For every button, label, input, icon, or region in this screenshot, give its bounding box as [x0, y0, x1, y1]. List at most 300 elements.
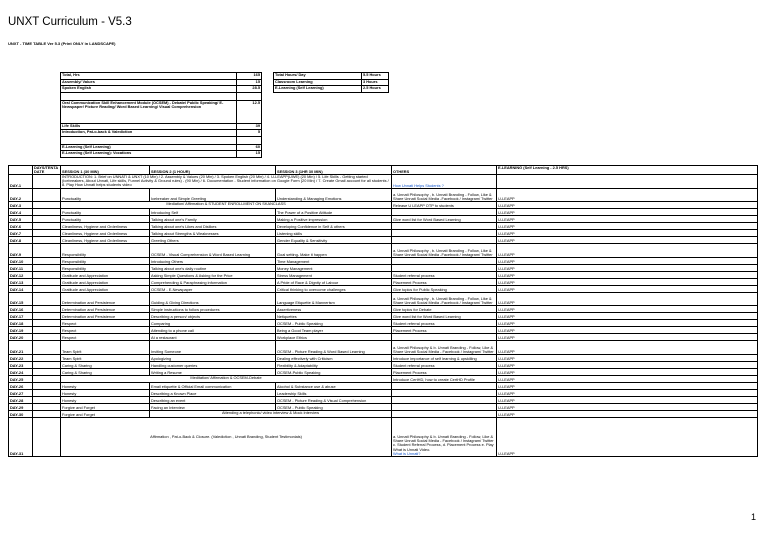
day-label: DAY-9: [9, 244, 33, 258]
session-2: Email etiquette & Official Email communication: [150, 382, 276, 389]
others-cell: [392, 292, 497, 306]
timetable-row: [9, 292, 758, 306]
session-1: Respect: [61, 327, 150, 334]
others-text: Release U LEAPP OTP to students: [393, 203, 454, 209]
session-2: Facing an Interview: [150, 403, 276, 410]
session-1: Honesty: [61, 382, 150, 389]
tentative-date: [33, 396, 61, 403]
others-cell: [392, 271, 497, 278]
others-text: Placement Process: [393, 328, 427, 334]
tentative-date: [33, 382, 61, 389]
e-learning-cell: U-LEAPP: [497, 209, 758, 216]
session-1: Caring & Sharing: [61, 368, 150, 375]
e-learning-cell: U-LEAPP: [497, 320, 758, 327]
tentative-date: [33, 403, 61, 410]
summary-row: [61, 136, 262, 144]
session-1: Forgive and Forget: [61, 410, 150, 417]
timetable-row: [9, 417, 758, 456]
day-label: DAY-2: [9, 188, 33, 202]
e-learning-cell: U-LEAPP: [497, 341, 758, 355]
session-3: Flexibility & Adaptability: [276, 361, 392, 368]
timetable-row: [9, 368, 758, 375]
day-label: DAY-25: [9, 375, 33, 382]
tentative-date: [33, 320, 61, 327]
session-2: Talking about one's daily routine: [150, 264, 276, 271]
e-learning-cell: U-LEAPP: [497, 202, 758, 209]
others-cell: [392, 264, 497, 271]
merged-session-cell: Mediation/ Affirmation & STUDENT ENROLLMENT ON SKANCLASS: [61, 202, 392, 209]
session-2: Comprehending & Paraphrasing information: [150, 278, 276, 285]
session-3: OCSEM-Public Speaking: [276, 368, 392, 375]
session-2: Attending to a phone call: [150, 327, 276, 334]
day-label: DAY-12: [9, 271, 33, 278]
daily-hours-value: 3 Hours: [362, 79, 389, 86]
tentative-date: [33, 257, 61, 264]
timetable-row: [9, 334, 758, 341]
others-cell: [392, 175, 497, 189]
session-1: Punctuality: [61, 209, 150, 216]
session-1: Gratitude and Appreciation: [61, 285, 150, 292]
e-learning-cell: U-LEAPP: [497, 237, 758, 244]
e-learning-cell: U-LEAPP: [497, 292, 758, 306]
summary-label: [61, 136, 237, 144]
timetable-row: [9, 320, 758, 327]
summary-value: 165: [237, 73, 262, 80]
timetable-row: [9, 188, 758, 202]
timetable-row: [9, 410, 758, 417]
daily-hours-label: Classroom Learning: [274, 79, 362, 86]
summary-value: [237, 92, 262, 100]
session-2: Asking Simple Questions & Asking for the Price: [150, 271, 276, 278]
session-1: Forgive and Forget: [61, 403, 150, 410]
tentative-date: [33, 354, 61, 361]
day-label: DAY-3: [9, 202, 33, 209]
summary-value: [237, 136, 262, 144]
daily-hours-label: Total Hours/ Day: [274, 73, 362, 80]
tentative-date: [33, 216, 61, 223]
others-cell: [392, 368, 497, 375]
e-learning-cell: U-LEAPP: [497, 334, 758, 341]
session-2: Inviting Someone: [150, 341, 276, 355]
day-label: DAY-1: [9, 175, 33, 189]
timetable-row: [9, 396, 758, 403]
page-number: 1: [750, 512, 756, 522]
header-others: OTHERS: [392, 166, 497, 175]
video-link[interactable]: What is Unnati?: [393, 450, 421, 456]
header-day: [9, 166, 33, 175]
timetable-row: [9, 237, 758, 244]
summary-value: 5: [237, 130, 262, 137]
day-label: DAY-15: [9, 292, 33, 306]
session-2: Simple instructions to follow procedures: [150, 306, 276, 313]
day-label: DAY-7: [9, 230, 33, 237]
session-3: Listening skills: [276, 230, 392, 237]
tentative-date: [33, 188, 61, 202]
others-cell: [392, 361, 497, 368]
daily-hours-table: [273, 72, 389, 93]
others-text: a. Unnati Philosophy & b. Unnati Branding - Follow, Like & Share Unnati Social Media - Facebook / Instagram/ Twitter c. Student Referral Process, d. Placement Process e. Play What is Unnati Video.: [393, 434, 494, 452]
timetable-row: [9, 244, 758, 258]
summary-value: 60: [237, 144, 262, 151]
session-1: Honesty: [61, 396, 150, 403]
timetable-header-row: [9, 166, 758, 175]
tentative-date: [33, 175, 61, 189]
tentative-date: [33, 361, 61, 368]
session-1: Respect: [61, 334, 150, 341]
others-cell: [392, 417, 497, 456]
session-1: Caring & Sharing: [61, 361, 150, 368]
e-learning-cell: U-LEAPP: [497, 327, 758, 334]
others-text: a. Unnati Philosophy , b. Unnati Branding - Follow, Like & Share Unnati Social Media -Facebook / Instagram/ Twitter: [393, 296, 493, 306]
day-label: DAY-19: [9, 327, 33, 334]
others-text: a. Unnati Philosophy & b. Unnati Branding - Follow, Like & Share Unnati Social Media - Facebook / Instagram/ Twitter: [393, 344, 494, 354]
tentative-date: [33, 271, 61, 278]
others-cell: [392, 396, 497, 403]
session-3: Making a Positive impression: [276, 216, 392, 223]
others-text: Give topics for Debate: [393, 307, 432, 313]
tentative-date: [33, 334, 61, 341]
session-2: Talking about Strengths & Weaknesses: [150, 230, 276, 237]
others-cell: [392, 278, 497, 285]
session-1: Punctuality: [61, 188, 150, 202]
timetable-row: [9, 403, 758, 410]
day-label: DAY-5: [9, 216, 33, 223]
tentative-date: [33, 327, 61, 334]
others-cell: [392, 202, 497, 209]
session-1: Responsibility: [61, 264, 150, 271]
timetable-row: [9, 271, 758, 278]
day-label: DAY-10: [9, 257, 33, 264]
summary-value: 39: [237, 123, 262, 130]
session-2: Greeting Others: [150, 237, 276, 244]
e-learning-cell: U-LEAPP: [497, 216, 758, 223]
day-label: DAY-24: [9, 368, 33, 375]
e-learning-cell: U-LEAPP: [497, 257, 758, 264]
session-3: Critical thinking to overcome challenges: [276, 285, 392, 292]
e-learning-cell: U-LEAPP: [497, 230, 758, 237]
timetable-row: [9, 230, 758, 237]
tentative-date: [33, 278, 61, 285]
others-text: Introduce importance of self learning & upskilling: [393, 355, 477, 361]
session-2: Apologizing: [150, 354, 276, 361]
timetable-row: [9, 361, 758, 368]
session-3: Understanding & Managing Emotions: [276, 188, 392, 202]
day-label: DAY-16: [9, 306, 33, 313]
session-2: Guiding & Giving Directions: [150, 292, 276, 306]
merged-session-cell: Attending a telephonic/ video interview & Mock Interview: [150, 410, 392, 417]
daily-hours-value: 5.5 Hours: [362, 73, 389, 80]
session-2: Talking about one's Likes and Dislikes: [150, 223, 276, 230]
e-learning-cell: U-LEAPP: [497, 244, 758, 258]
session-3: Alcohol & Substance use & abuse: [276, 382, 392, 389]
e-learning-cell: U-LEAPP: [497, 354, 758, 361]
session-3: Gender Equality & Sensitivity: [276, 237, 392, 244]
others-cell: [392, 285, 497, 292]
timetable-row: [9, 382, 758, 389]
tentative-date: [33, 368, 61, 375]
header-e-learning: E-LEARNING (Self Learning - 2.5 HRS): [497, 166, 758, 175]
timetable-row: [9, 341, 758, 355]
session-3: Being a Good Team player: [276, 327, 392, 334]
session-2: OCSEM - E-Newspaper: [150, 285, 276, 292]
summary-label: E-Learning (Self Learning): Vocations: [61, 151, 237, 158]
session-3: OCSEM - Public Speaking: [276, 403, 392, 410]
others-cell: [392, 320, 497, 327]
timetable-row: [9, 223, 758, 230]
others-cell: [392, 216, 497, 223]
session-3: OCSEM - Picture Reading & Visual Comprehension: [276, 396, 392, 403]
others-text: a. Unnati Philosophy , b. Unnati Branding - Follow, Like & Share Unnati Social Media -Facebook / Instagram/ Twitter: [393, 247, 493, 257]
session-2: Describing a Known Place: [150, 389, 276, 396]
others-text: a. Unnati Philosophy , b. Unnati Branding - Follow, Like & Share Unnati Social Media -Facebook / Instagram/ Twitter: [393, 192, 493, 202]
session-2: OCSEM - Visual Comprehension & Word Based Learning: [150, 244, 276, 258]
session-3: Leadership Skills: [276, 389, 392, 396]
merged-session-cell: Affirmation , Pat-o-Back & Closure. (Valediction , Unnati Branding, Student Testimonials): [61, 417, 392, 456]
e-learning-cell: U-LEAPP: [497, 368, 758, 375]
session-2: Writing a Resume: [150, 368, 276, 375]
others-cell: [392, 230, 497, 237]
session-2: Comparing: [150, 320, 276, 327]
timetable-row: [9, 306, 758, 313]
session-3: OCSEM - Picture Reading & Word Based Learning: [276, 341, 392, 355]
session-1: Punctuality: [61, 216, 150, 223]
day-label: DAY-4: [9, 209, 33, 216]
header-session-3: SESSION 3 (1HR 30 MIN): [276, 166, 392, 175]
e-learning-cell: U-LEAPP: [497, 306, 758, 313]
others-cell: [392, 403, 497, 410]
others-cell: [392, 354, 497, 361]
session-1: Determination and Persistence: [61, 306, 150, 313]
session-1: Cleanliness, Hygiene and Orderliness: [61, 237, 150, 244]
session-3: A Pride of Race & Dignity of Labour: [276, 278, 392, 285]
others-cell: [392, 334, 497, 341]
timetable-row: [9, 216, 758, 223]
tentative-date: [33, 285, 61, 292]
day-label: DAY-31: [9, 417, 33, 456]
day-label: DAY-28: [9, 396, 33, 403]
e-learning-cell: U-LEAPP: [497, 361, 758, 368]
others-cell: [392, 306, 497, 313]
session-3: Goal setting- Make it happen: [276, 244, 392, 258]
others-text: Placement Process: [393, 369, 427, 375]
day-label: DAY-29: [9, 403, 33, 410]
summary-row: [61, 151, 262, 158]
session-2: Describing an event: [150, 396, 276, 403]
summary-value: 15: [237, 79, 262, 86]
timetable-row: [9, 313, 758, 320]
timetable-row: [9, 354, 758, 361]
timetable-row: [9, 285, 758, 292]
header-session-1: SESSION 1 (30 MIN): [61, 166, 150, 175]
session-2: Talking about one's Family: [150, 216, 276, 223]
hours-summary-table: [60, 72, 262, 158]
session-1: Determination and Persistence: [61, 313, 150, 320]
e-learning-cell: U-LEAPP: [497, 410, 758, 417]
session-1: Gratitude and Appreciation: [61, 278, 150, 285]
session-3: Assertiveness: [276, 306, 392, 313]
timetable-row: [9, 375, 758, 382]
e-learning-cell: U-LEAPP: [497, 417, 758, 456]
others-cell: [392, 237, 497, 244]
daily-hours-value: 2.5 Hours: [362, 86, 389, 93]
day-label: DAY-13: [9, 278, 33, 285]
tentative-date: [33, 209, 61, 216]
day-label: DAY-18: [9, 320, 33, 327]
session-1: Team Spirit: [61, 341, 150, 355]
session-1: Cleanliness, Hygiene and Orderliness: [61, 223, 150, 230]
session-3: Developing Confidence in Self & others: [276, 223, 392, 230]
others-text: Give word list for Word Based Learning: [393, 217, 461, 223]
tentative-date: [33, 389, 61, 396]
merged-session-cell: Meditation/ Affirmation & OCSEM-Debate: [61, 375, 392, 382]
others-cell: [392, 188, 497, 202]
summary-label: Life Skills: [61, 123, 237, 130]
others-cell: [392, 375, 497, 382]
tentative-date: [33, 306, 61, 313]
session-1: Responsibility: [61, 257, 150, 264]
timetable: [8, 165, 758, 457]
session-1: Team Spirit: [61, 354, 150, 361]
others-cell: [392, 389, 497, 396]
introduction-cell: INTRODUCTION: 1. Brief on UNNATI & UNXT (10 Min) / 2. Assembly & Values (20 Min) / 3. Spoken English (20 Min) / 4. U-LEAPP(UWE) (20 Min) / 5. Life Skills - Getting started (Icebreakers, About Unnati, Life skills, Funnel Activity & Ground rules) - (90 Min) / 6. Documentation - Student information on Google Form (20 Min) / 7. Create Gmail account for all students / 8. Play How Unnati helps students video: [61, 175, 392, 189]
e-learning-cell: U-LEAPP: [497, 396, 758, 403]
day-label: DAY-8: [9, 237, 33, 244]
tentative-date: [33, 230, 61, 237]
summary-label: E-Learning (Self Learning): [61, 144, 237, 151]
timetable-row: [9, 278, 758, 285]
others-text: Student referral process: [393, 362, 435, 368]
summary-value: 15: [237, 151, 262, 158]
others-cell: [392, 257, 497, 264]
summary-label: Spoken English: [61, 86, 237, 93]
session-2: Introducing Self: [150, 209, 276, 216]
session-1: Respect: [61, 320, 150, 327]
others-text: Student referral process: [393, 321, 435, 327]
e-learning-cell: U-LEAPP: [497, 271, 758, 278]
summary-value: 28.5: [237, 86, 262, 93]
day-label: DAY-20: [9, 334, 33, 341]
e-learning-cell: U-LEAPP: [497, 285, 758, 292]
e-learning-cell: [497, 175, 758, 189]
session-3: OCSEM - Public Speaking: [276, 320, 392, 327]
day-label: DAY-14: [9, 285, 33, 292]
others-cell: [392, 244, 497, 258]
e-learning-cell: U-LEAPP: [497, 375, 758, 382]
e-learning-cell: U-LEAPP: [497, 188, 758, 202]
timetable-row: [9, 202, 758, 209]
document-title: UNXT Curriculum - V5.3: [8, 16, 132, 28]
e-learning-cell: U-LEAPP: [497, 382, 758, 389]
session-2: Introducing Others: [150, 257, 276, 264]
others-text: Placement Process: [393, 279, 427, 285]
timetable-row: [9, 327, 758, 334]
session-3: Stress Management: [276, 271, 392, 278]
e-learning-cell: U-LEAPP: [497, 264, 758, 271]
others-cell: [392, 313, 497, 320]
timetable-row: [9, 175, 758, 189]
tentative-date: [33, 202, 61, 209]
tentative-date: [33, 292, 61, 306]
summary-label: Assembly/ Values: [61, 79, 237, 86]
others-text: Student referral process: [393, 272, 435, 278]
summary-row: [61, 100, 262, 123]
session-3: Netiquettes: [276, 313, 392, 320]
session-2: Handling customer queries: [150, 361, 276, 368]
summary-row: [61, 92, 262, 100]
others-text: Introduce CertHD, how to create CertHD Profile: [393, 376, 475, 382]
daily-hours-label: E-Learning (Self Learning): [274, 86, 362, 93]
others-text: Give topics for Public Speaking: [393, 286, 447, 292]
others-text: Give word list for Word Based Learning: [393, 314, 461, 320]
others-cell: [392, 223, 497, 230]
session-1: Cleanliness, Hygiene and Orderliness: [61, 230, 150, 237]
day-label: DAY-30: [9, 410, 33, 417]
timetable-row: [9, 209, 758, 216]
session-2: At a restaurant: [150, 334, 276, 341]
timetable-row: [9, 389, 758, 396]
session-1: Determination and Persistence: [61, 292, 150, 306]
document-subtitle: UNXT - TIME TABLE Ver 5.3 (Print ONLY in LANDSCAPE): [8, 41, 116, 46]
summary-label: [61, 92, 237, 100]
day-label: DAY-6: [9, 223, 33, 230]
session-3: Time Management: [276, 257, 392, 264]
day-label: DAY-23: [9, 361, 33, 368]
session-2: Describing a person/ objects: [150, 313, 276, 320]
session-3: The Power of a Positive Attitude: [276, 209, 392, 216]
day-label: DAY-11: [9, 264, 33, 271]
session-3: Money Management: [276, 264, 392, 271]
header-date: DAYS/TENTA DATE: [33, 166, 61, 175]
summary-label: Introduction, Pat-o-back & Valediction: [61, 130, 237, 137]
tentative-date: [33, 375, 61, 382]
day-label: DAY-27: [9, 389, 33, 396]
e-learning-cell: U-LEAPP: [497, 313, 758, 320]
tentative-date: [33, 264, 61, 271]
session-3: Dealing effectively with Criticism: [276, 354, 392, 361]
day-label: DAY-17: [9, 313, 33, 320]
session-1: Responsibility: [61, 244, 150, 258]
session-1: Honesty: [61, 389, 150, 396]
e-learning-cell: U-LEAPP: [497, 223, 758, 230]
session-3: Workplace Ethics: [276, 334, 392, 341]
summary-label: Oral Communication Skill Enhancement Module (OCSEM) - Debate/ Public Speaking/ E-Newspaper/ Picture Reading/ Word Based Learning/ Visual Comprehension: [61, 100, 237, 123]
session-3: Language Etiquette & Mannerism: [276, 292, 392, 306]
others-cell: [392, 410, 497, 417]
session-2: Icebreaker and Simple Greeting: [150, 188, 276, 202]
summary-label: Total, Hrs: [61, 73, 237, 80]
tentative-date: [33, 244, 61, 258]
tentative-date: [33, 417, 61, 456]
session-1: Gratitude and Appreciation: [61, 271, 150, 278]
others-cell: [392, 382, 497, 389]
others-cell: [392, 341, 497, 355]
day-label: DAY-22: [9, 354, 33, 361]
tentative-date: [33, 223, 61, 230]
e-learning-cell: U-LEAPP: [497, 403, 758, 410]
timetable-row: [9, 264, 758, 271]
tentative-date: [33, 341, 61, 355]
e-learning-cell: U-LEAPP: [497, 278, 758, 285]
timetable-row: [9, 257, 758, 264]
video-link[interactable]: How Unnati Helps Students ?: [393, 182, 444, 188]
day-label: DAY-26: [9, 382, 33, 389]
header-session-2: SESSION 2 (1 HOUR): [150, 166, 276, 175]
others-cell: [392, 327, 497, 334]
tentative-date: [33, 410, 61, 417]
e-learning-cell: U-LEAPP: [497, 389, 758, 396]
day-label: DAY-21: [9, 341, 33, 355]
tentative-date: [33, 237, 61, 244]
